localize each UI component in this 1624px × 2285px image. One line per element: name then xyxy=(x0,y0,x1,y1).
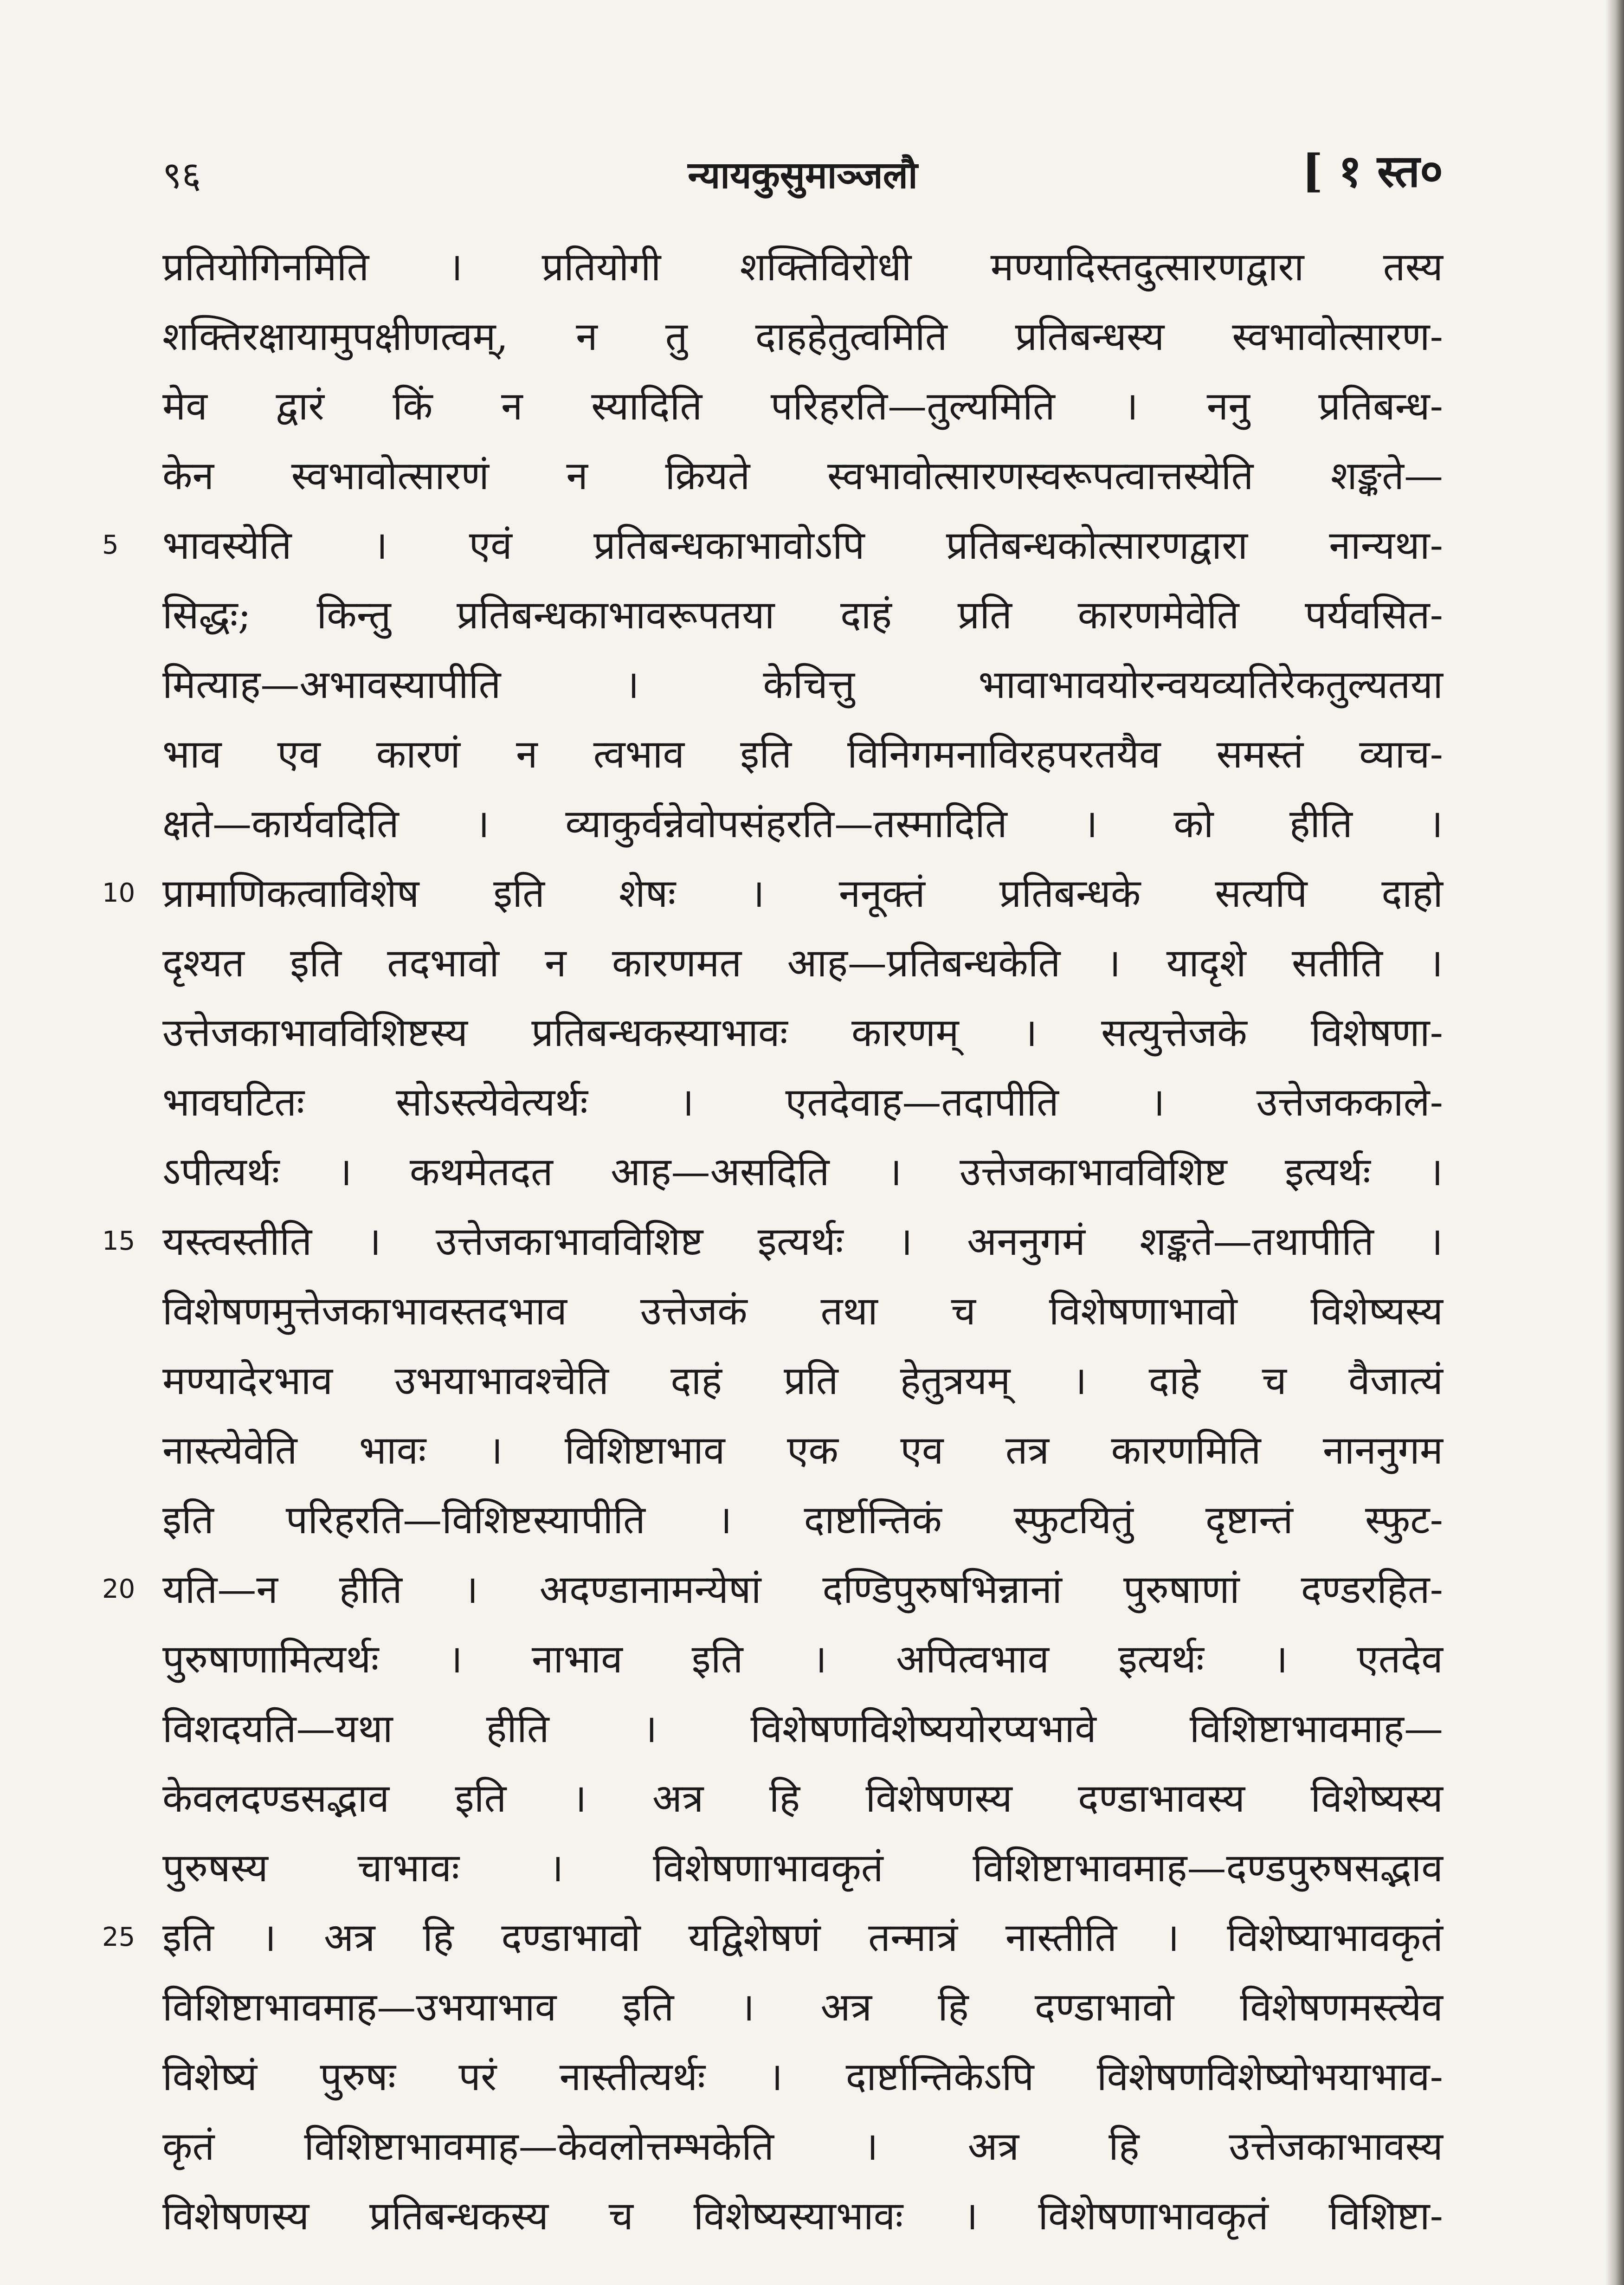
text-line xyxy=(162,1485,1443,1555)
text-line xyxy=(162,1276,1443,1346)
line-text: प्रतियोगिनमिति । प्रतियोगी शक्तिविरोधी मण्यादिस्तदुत्सारणद्वारा तस्य xyxy=(162,244,1443,290)
page-edge-shadow xyxy=(1605,0,1624,2285)
text-line xyxy=(102,510,1444,580)
line-text: भाव एव कारणं न त्वभाव इति विनिगमनाविरहपरतयैव समस्तं व्याच- xyxy=(162,731,1443,777)
text-line xyxy=(162,1137,1443,1207)
line-text: ऽपीत्यर्थः । कथमेतदत आह—असदिति । उत्तेजकाभावविशिष्ट इत्यर्थः । xyxy=(162,1149,1443,1194)
text-line xyxy=(162,232,1443,302)
line-text: विशेषणमुत्तेजकाभावस्तदभाव उत्तेजकं तथा च विशेषणाभावो विशेष्यस्य xyxy=(162,1288,1443,1334)
text-line xyxy=(162,650,1443,719)
text-line xyxy=(162,719,1443,789)
line-text: पुरुषस्य चाभावः । विशेषणाभावकृतं विशिष्टाभावमाह—दण्डपुरुषसद्भाव xyxy=(162,1845,1443,1891)
text-line xyxy=(162,928,1443,998)
line-text: विशेषणस्य प्रतिबन्धकस्य च विशेष्यस्याभावः । विशेषणाभावकृतं विशिष्टा- xyxy=(162,2193,1443,2239)
line-text: इति । अत्र हि दण्डाभावो यद्विशेषणं तन्मात्रं नास्तीति । विशेष्याभावकृतं xyxy=(162,1915,1443,1960)
line-text: यति—न हीति । अदण्डानामन्येषां दण्डिपुरुषभिन्नानां पुरुषाणां दण्डरहित- xyxy=(162,1567,1443,1612)
line-number: 10 xyxy=(102,878,135,908)
text-line xyxy=(162,789,1443,858)
line-text: विशिष्टाभावमाह—उभयाभाव इति । अत्र हि दण्डाभावो विशेषणमस्त्येव xyxy=(162,1984,1443,2030)
line-text: यस्त्वस्तीति । उत्तेजकाभावविशिष्ट इत्यर्थः । अननुगमं शङ्कते—तथापीति । xyxy=(162,1219,1443,1264)
page-number: ९६ xyxy=(162,154,201,197)
line-number: 25 xyxy=(102,1922,135,1952)
text-line xyxy=(162,1415,1443,1485)
text-line xyxy=(162,2042,1443,2111)
text-line xyxy=(162,1972,1443,2042)
line-text: इति परिहरति—विशिष्टस्यापीति । दार्ष्टान्तिकं स्फुटयितुं दृष्टान्तं स्फुट- xyxy=(162,1497,1443,1543)
text-line xyxy=(162,1763,1443,1833)
line-text: क्षते—कार्यवदिति । व्याकुर्वन्नेवोपसंहरति—तस्मादिति । को हीति । xyxy=(162,801,1443,846)
line-text: भावघटितः सोऽस्त्येवेत्यर्थः । एतदेवाह—तदापीति । उत्तेजककाले- xyxy=(162,1079,1443,1125)
section-marker: [ १ स्त० xyxy=(1302,145,1443,197)
running-header xyxy=(162,139,1443,200)
text-line xyxy=(102,858,1443,928)
line-text: मेव द्वारं किं न स्यादिति परिहरति—तुल्यमिति । ननु प्रतिबन्ध- xyxy=(162,383,1443,429)
text-line xyxy=(162,371,1443,441)
line-text: मित्याह—अभावस्यापीति । केचित्तु भावाभावयोरन्वयव्यतिरेकतुल्यतया xyxy=(162,662,1443,707)
text-line xyxy=(102,1207,1443,1276)
text-line xyxy=(102,1903,1443,1972)
line-text: केन स्वभावोत्सारणं न क्रियते स्वभावोत्सारणस्वरूपत्वात्तस्येति शङ्कते— xyxy=(162,453,1443,498)
line-number: 20 xyxy=(102,1574,135,1604)
line-text: उत्तेजकाभावविशिष्टस्य प्रतिबन्धकस्याभावः कारणम् । सत्युत्तेजके विशेषणा- xyxy=(162,1010,1443,1055)
line-text: पुरुषाणामित्यर्थः । नाभाव इति । अपित्वभाव इत्यर्थः । एतदेव xyxy=(162,1636,1443,1682)
text-line xyxy=(162,302,1443,371)
text-line xyxy=(102,1555,1443,1624)
text-line xyxy=(162,2181,1443,2251)
text-line xyxy=(162,1833,1443,1903)
line-text: सिद्धः; किन्तु प्रतिबन्धकाभावरूपतया दाहं प्रति कारणमेवेति पर्यवसित- xyxy=(162,592,1443,638)
line-text: शक्तिरक्षायामुपक्षीणत्वम्, न तु दाहहेतुत्वमिति प्रतिबन्धस्य स्वभावोत्सारण- xyxy=(162,314,1443,359)
line-text: प्रामाणिकत्वाविशेष इति शेषः । ननूक्तं प्रतिबन्धके सत्यपि दाहो xyxy=(162,871,1443,916)
line-text: विशेष्यं पुरुषः परं नास्तीत्यर्थः । दार्ष्टान्तिकेऽपि विशेषणविशेष्योभयाभाव- xyxy=(162,2054,1443,2099)
text-line xyxy=(162,1624,1443,1694)
commentary-text xyxy=(102,232,1444,2251)
line-text: केवलदण्डसद्भाव इति । अत्र हि विशेषणस्य दण्डाभावस्य विशेष्यस्य xyxy=(162,1775,1443,1821)
line-text: नास्त्येवेति भावः । विशिष्टाभाव एक एव तत्र कारणमिति नाननुगम xyxy=(162,1427,1443,1473)
text-line xyxy=(162,998,1443,1067)
line-number: 5 xyxy=(102,530,119,560)
text-line xyxy=(162,2111,1443,2181)
line-number: 15 xyxy=(102,1226,135,1256)
text-line xyxy=(162,1694,1443,1763)
text-line xyxy=(162,1346,1443,1415)
text-line xyxy=(162,441,1443,510)
line-text: कृतं विशिष्टाभावमाह—केवलोत्तम्भकेति । अत्र हि उत्तेजकाभावस्य xyxy=(162,2124,1443,2169)
line-text: भावस्येति । एवं प्रतिबन्धकाभावोऽपि प्रतिबन्धकोत्सारणद्वारा नान्यथा- xyxy=(162,523,1444,568)
line-text: दृश्यत इति तदभावो न कारणमत आह—प्रतिबन्धकेति । यादृशे सतीति । xyxy=(162,940,1443,986)
running-title: न्यायकुसुमाञ्जलौ xyxy=(688,153,918,197)
text-line xyxy=(162,580,1443,650)
line-text: विशदयति—यथा हीति । विशेषणविशेष्ययोरप्यभावे विशिष्टाभावमाह— xyxy=(162,1706,1443,1751)
text-line xyxy=(162,1067,1443,1137)
line-text: मण्यादेरभाव उभयाभावश्चेति दाहं प्रति हेतुत्रयम् । दाहे च वैजात्यं xyxy=(162,1358,1443,1403)
